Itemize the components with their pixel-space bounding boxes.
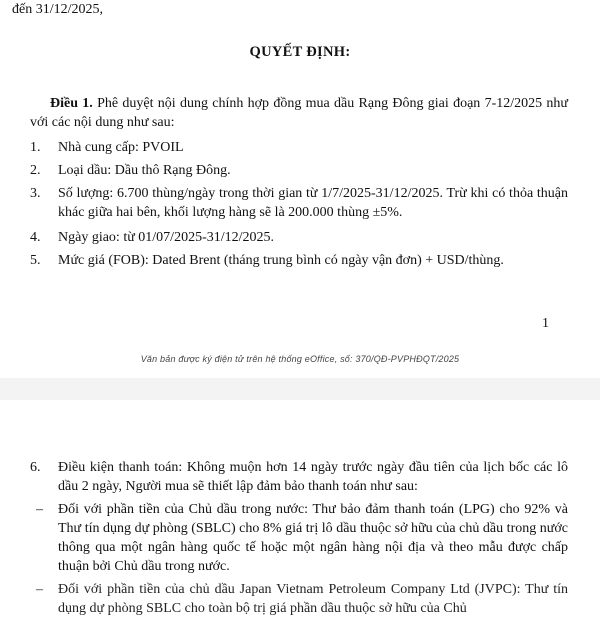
- bullet-text: Đối với phần tiền của Chủ dầu trong nước: Thư bảo đảm thanh toán (LPG) cho 92% và Thư tín dụng dự phòng (SBLC) cho 8% giá trị lô dầu thuộc sở hữu của chủ dầu trong nước thông qua một ngân hàng quốc tế hoặc một ngân hàng nội địa và theo mẫu được chấp thuận bởi Chủ dầu trong nước.: [58, 502, 568, 574]
- item-text: Nhà cung cấp: PVOIL: [58, 140, 184, 155]
- item-number: 1.: [30, 140, 41, 155]
- page-separator: [0, 378, 600, 400]
- article-1-label: Điều 1.: [50, 96, 93, 111]
- esign-footer: Văn bản được ký điện tử trên hệ thống eOffice, số: 370/QĐ-PVPHĐQT/2025: [140, 354, 460, 364]
- item-number: 2.: [30, 163, 41, 178]
- item-number: 5.: [30, 253, 41, 268]
- document-page-2: [0, 400, 600, 616]
- bullet-dash: –: [36, 502, 43, 517]
- bullet-text: Đối với phần tiền của chủ dầu Japan Vietnam Petroleum Company Ltd (JVPC): Thư tín dụng dự phòng SBLC cho toàn bộ trị giá phần dầu thuộc sở hữu của Chủ: [58, 582, 568, 616]
- item-number: 6.: [30, 460, 41, 475]
- item-text: Điều kiện thanh toán: Không muộn hơn 14 ngày trước ngày đầu tiên của lịch bốc các lô dầu 2 ngày, Người mua sẽ thiết lập đảm bảo thanh toán như sau:: [58, 460, 568, 494]
- article-1-text: Phê duyệt nội dung chính hợp đồng mua dầu Rạng Đông giai đoạn 7-12/2025 như với các nội dung như sau:: [30, 96, 569, 130]
- item-text: Mức giá (FOB): Dated Brent (tháng trung bình có ngày vận đơn) + USD/thùng.: [58, 253, 504, 268]
- item-text: Loại dầu: Dầu thô Rạng Đông.: [58, 163, 231, 178]
- lead-line: đến 31/12/2025,: [12, 2, 103, 17]
- decision-title: QUYẾT ĐỊNH:: [249, 44, 351, 60]
- item-text: Ngày giao: từ 01/07/2025-31/12/2025.: [58, 230, 275, 245]
- article-1-paragraph: [30, 94, 568, 132]
- item-number: 3.: [30, 186, 41, 201]
- bullet-dash: –: [36, 582, 43, 597]
- page-number: 1: [542, 316, 549, 331]
- item-text: Số lượng: 6.700 thùng/ngày trong thời gian từ 1/7/2025-31/12/2025. Trừ khi có thỏa thuận khác giữa hai bên, khối lượng hàng sẽ là 200.000 thùng ±5%.: [58, 186, 568, 220]
- item-number: 4.: [30, 230, 41, 245]
